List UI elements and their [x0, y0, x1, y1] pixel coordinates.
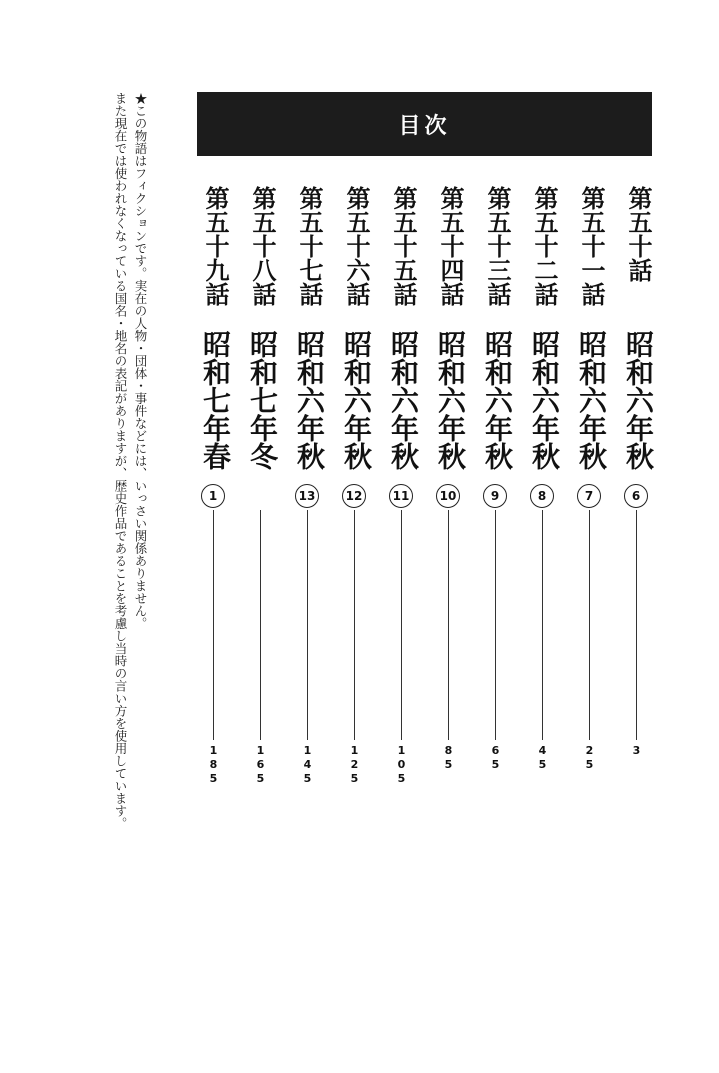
- era-year: 昭和六年: [340, 330, 373, 442]
- era-label: [432, 330, 468, 480]
- season-label: 秋: [622, 442, 655, 470]
- volume-number-badge: 1: [201, 484, 225, 508]
- era-year: 昭和七年: [199, 330, 232, 442]
- volume-number-badge: 10: [436, 484, 460, 508]
- toc-entry[interactable]: [244, 182, 280, 786]
- volume-number-badge: 9: [483, 484, 507, 508]
- era-label: [244, 330, 280, 480]
- chapter-title: 第五十二話: [530, 186, 559, 306]
- leader-line: [354, 510, 355, 740]
- volume-number-badge: 7: [577, 484, 601, 508]
- toc-entry[interactable]: [385, 182, 421, 786]
- toc-entry[interactable]: [432, 182, 468, 772]
- leader-line: [542, 510, 543, 740]
- page-number: 65: [489, 744, 502, 772]
- era-year: 昭和六年: [387, 330, 420, 442]
- era-label: [197, 330, 233, 480]
- page-number: 85: [442, 744, 455, 772]
- toc-entry[interactable]: [620, 182, 656, 772]
- season-label: 秋: [293, 442, 326, 470]
- volume-number-badge: 11: [389, 484, 413, 508]
- era-label: [620, 330, 656, 480]
- page-number: 185: [207, 744, 220, 786]
- season-label: 春: [199, 442, 232, 470]
- era-label: [479, 330, 515, 480]
- toc-entry[interactable]: [479, 182, 515, 772]
- chapter-title: 第五十四話: [436, 186, 465, 306]
- chapter-title: 第五十八話: [248, 186, 277, 306]
- toc-entry[interactable]: [573, 182, 609, 772]
- leader-line: [589, 510, 590, 740]
- season-label: 秋: [434, 442, 467, 470]
- page-number: 145: [301, 744, 314, 786]
- page-number: 25: [583, 744, 596, 772]
- volume-number-badge: 13: [295, 484, 319, 508]
- leader-line: [448, 510, 449, 740]
- era-year: 昭和六年: [575, 330, 608, 442]
- notice-line-1: ★この物語はフィクションです。実在の人物・団体・事件などには、いっさい関係ありません。: [133, 92, 148, 630]
- leader-line: [495, 510, 496, 740]
- season-label: 秋: [387, 442, 420, 470]
- toc-entry[interactable]: [526, 182, 562, 772]
- leader-line: [401, 510, 402, 740]
- page-number: 45: [536, 744, 549, 772]
- volume-number-badge: 8: [530, 484, 554, 508]
- toc-entry[interactable]: [291, 182, 327, 786]
- season-label: 秋: [528, 442, 561, 470]
- season-label: 秋: [575, 442, 608, 470]
- era-year: 昭和六年: [622, 330, 655, 442]
- era-year: 昭和六年: [434, 330, 467, 442]
- era-year: 昭和六年: [481, 330, 514, 442]
- chapter-title: 第五十六話: [342, 186, 371, 306]
- leader-line: [260, 510, 261, 740]
- season-label: 秋: [340, 442, 373, 470]
- chapter-title: 第五十話: [624, 186, 653, 282]
- chapter-title: 第五十三話: [483, 186, 512, 306]
- chapter-title: 第五十五話: [389, 186, 418, 306]
- page-number: 165: [254, 744, 267, 786]
- leader-line: [636, 510, 637, 740]
- page-number: 125: [348, 744, 361, 786]
- notice-line-2: また現在では使われなくなっている国名・地名の表記がありますが、歴史作品であることを考慮し当時の言い方を使用しています。: [113, 92, 128, 830]
- era-year: 昭和六年: [528, 330, 561, 442]
- page-number: 3: [630, 744, 643, 758]
- toc-title-bar: [197, 92, 652, 156]
- volume-number-badge: 12: [342, 484, 366, 508]
- toc-entry[interactable]: [197, 182, 233, 786]
- season-label: 冬: [246, 442, 279, 470]
- era-label: [291, 330, 327, 480]
- toc-title: 目次: [398, 112, 451, 139]
- toc-entry[interactable]: [338, 182, 374, 786]
- chapter-title: 第五十七話: [295, 186, 324, 306]
- season-label: 秋: [481, 442, 514, 470]
- era-label: [385, 330, 421, 480]
- era-label: [573, 330, 609, 480]
- era-year: 昭和六年: [293, 330, 326, 442]
- volume-number-badge: 6: [624, 484, 648, 508]
- chapter-title: 第五十九話: [201, 186, 230, 306]
- era-label: [526, 330, 562, 480]
- leader-line: [213, 510, 214, 740]
- chapter-title: 第五十一話: [577, 186, 606, 306]
- era-year: 昭和七年: [246, 330, 279, 442]
- page-number: 105: [395, 744, 408, 786]
- leader-line: [307, 510, 308, 740]
- era-label: [338, 330, 374, 480]
